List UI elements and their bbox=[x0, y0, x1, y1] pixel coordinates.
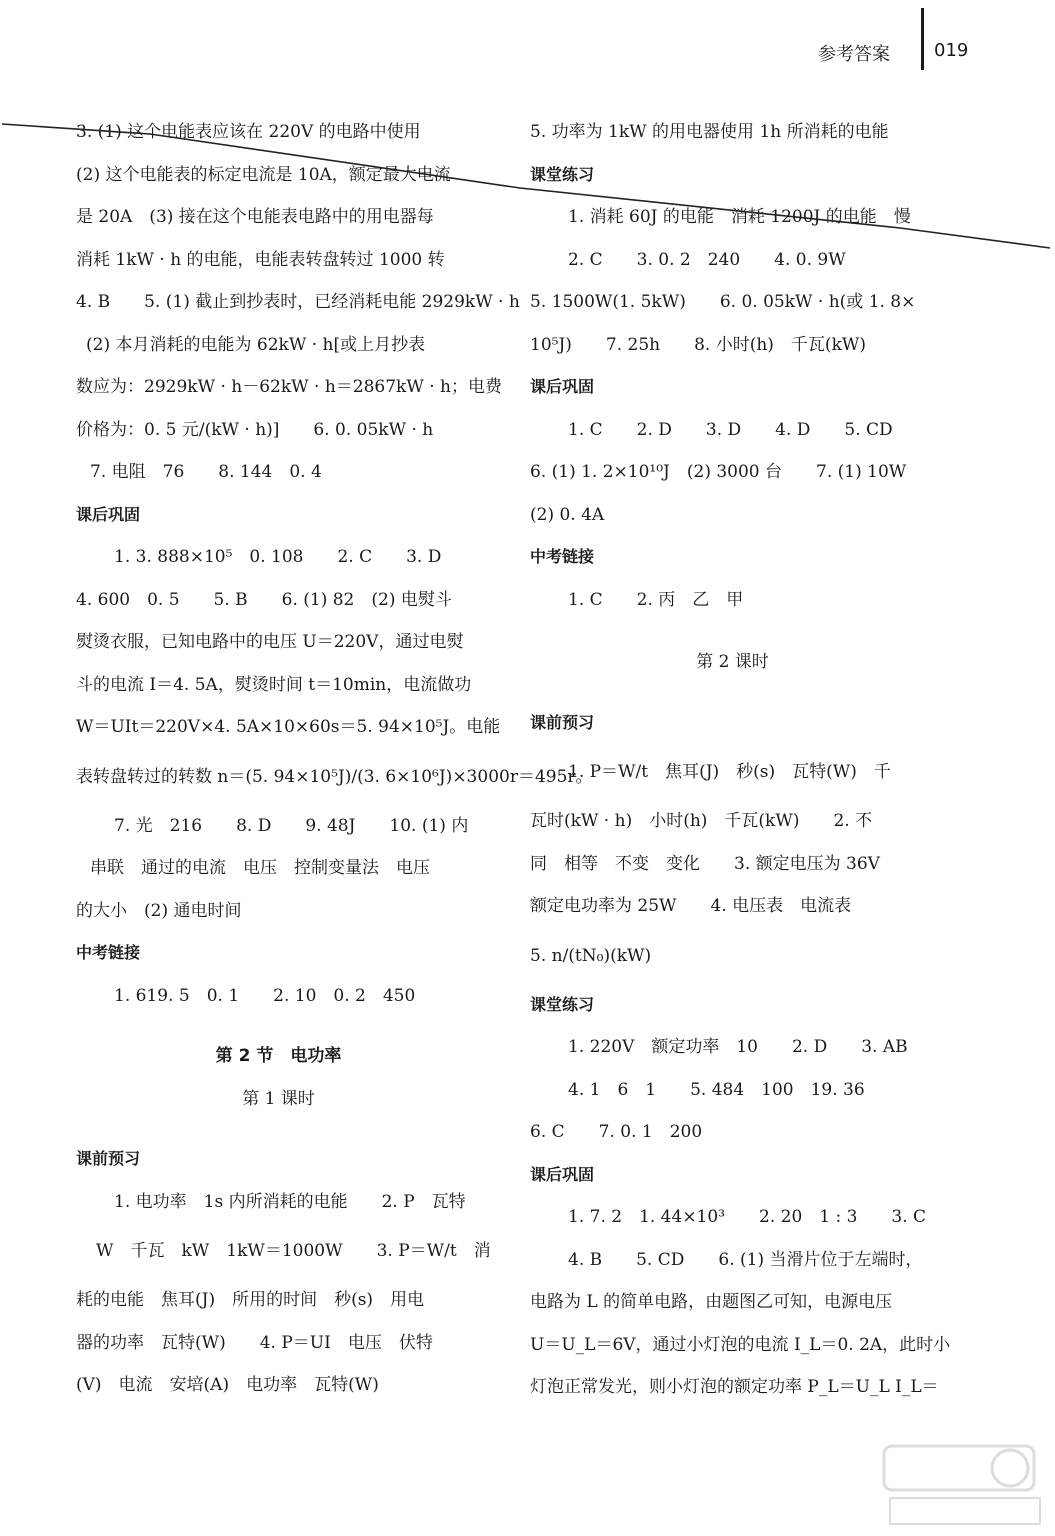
answer-line: 同 相等 不变 变化 3. 额定电压为 36V bbox=[530, 853, 880, 874]
answer-line: 1. 7. 2 1. 44×10³ 2. 20 1 : 3 3. C bbox=[568, 1207, 927, 1227]
answer-line: 串联 通过的电流 电压 控制变量法 电压 bbox=[90, 858, 430, 878]
answer-line: 1. C 2. 丙 乙 甲 bbox=[568, 589, 744, 610]
answer-line: 5. 功率为 1kW 的用电器使用 1h 所消耗的电能 bbox=[530, 122, 889, 142]
header-divider bbox=[921, 8, 924, 70]
answer-line: 电路为 L 的简单电路，由题图乙可知，电源电压 bbox=[530, 1292, 893, 1312]
section-heading-homework: 课后巩固 bbox=[76, 504, 141, 524]
answer-line: 表转盘转过的转数 n＝(5. 94×10⁵J)/(3. 6×10⁶J)×3000r＝495r。 bbox=[76, 766, 593, 787]
answer-line: 灯泡正常发光，则小灯泡的额定功率 P_L＝U_L I_L＝ bbox=[530, 1377, 939, 1397]
answer-line: W 千瓦 kW 1kW＝1000W 3. P＝W/t 消 bbox=[96, 1241, 491, 1261]
answer-line: 消耗 1kW · h 的电能，电能表转盘转过 1000 转 bbox=[76, 249, 445, 270]
answer-line: (V) 电流 安培(A) 电功率 瓦特(W) bbox=[76, 1375, 379, 1395]
answer-line: 6. C 7. 0. 1 200 bbox=[530, 1122, 703, 1142]
answer-line: (2) 本月消耗的电能为 62kW · h[或上月抄表 bbox=[86, 334, 426, 355]
answer-line: 价格为：0. 5 元/(kW · h)] 6. 0. 05kW · h bbox=[76, 419, 434, 440]
header-section-label: 参考答案 bbox=[818, 44, 890, 65]
answer-line: 10⁵J) 7. 25h 8. 小时(h) 千瓦(kW) bbox=[530, 334, 866, 355]
answer-line: (2) 0. 4A bbox=[530, 504, 605, 525]
section-title: 第 2 节 电功率 bbox=[215, 1046, 342, 1066]
answer-line: U＝U_L＝6V，通过小灯泡的电流 I_L＝0. 2A，此时小 bbox=[530, 1334, 951, 1355]
answer-line: 4. B 5. (1) 截止到抄表时，已经消耗电能 2929kW · h bbox=[76, 292, 520, 312]
answer-line: 1. P＝W/t 焦耳(J) 秒(s) 瓦特(W) 千 bbox=[568, 762, 891, 782]
answer-line: 7. 光 216 8. D 9. 48J 10. (1) 内 bbox=[114, 815, 469, 836]
answer-line: (2) 这个电能表的标定电流是 10A，额定最大电流 bbox=[76, 164, 451, 185]
answer-line: 的大小 (2) 通电时间 bbox=[76, 900, 242, 921]
answer-line: 1. C 2. D 3. D 4. D 5. CD bbox=[568, 419, 893, 440]
answer-line: 3. (1) 这个电能表应该在 220V 的电路中使用 bbox=[76, 122, 421, 142]
answer-line: 耗的电能 焦耳(J) 所用的时间 秒(s) 用电 bbox=[76, 1290, 425, 1310]
answer-line: 额定电功率为 25W 4. 电压表 电流表 bbox=[530, 896, 852, 916]
answer-line: 4. 1 6 1 5. 484 100 19. 36 bbox=[568, 1079, 865, 1100]
answer-line: 2. C 3. 0. 2 240 4. 0. 9W bbox=[568, 249, 846, 270]
answer-line: 器的功率 瓦特(W) 4. P＝UI 电压 伏特 bbox=[76, 1332, 433, 1353]
answer-line: 是 20A (3) 接在这个电能表电路中的用电器每 bbox=[76, 207, 434, 227]
section-heading-preview: 课前预习 bbox=[76, 1149, 141, 1168]
answer-line: 1. 消耗 60J 的电能 消耗 1200J 的电能 慢 bbox=[568, 207, 911, 227]
answer-line: 瓦时(kW · h) 小时(h) 千瓦(kW) 2. 不 bbox=[530, 811, 873, 831]
answer-line: 斗的电流 I＝4. 5A，熨烫时间 t＝10min，电流做功 bbox=[76, 674, 472, 695]
answer-line: 5. 1500W(1. 5kW) 6. 0. 05kW · h(或 1. 8× bbox=[530, 292, 916, 312]
section-heading-homework: 课后巩固 bbox=[530, 1164, 595, 1184]
answer-line: 6. (1) 1. 2×10¹⁰J (2) 3000 台 7. (1) 10W bbox=[530, 462, 907, 482]
answer-line: 1. 619. 5 0. 1 2. 10 0. 2 450 bbox=[114, 985, 416, 1006]
watermark-logo bbox=[880, 1440, 1050, 1530]
section-heading-exam: 中考链接 bbox=[76, 943, 141, 962]
page-number: 019 bbox=[934, 40, 969, 61]
section-heading-exam: 中考链接 bbox=[530, 547, 595, 566]
lesson-title: 第 2 课时 bbox=[696, 652, 769, 672]
lesson-title: 第 1 课时 bbox=[242, 1088, 315, 1109]
answer-line: W＝UIt＝220V×4. 5A×10×60s＝5. 94×10⁵J。电能 bbox=[76, 717, 501, 737]
answer-line: 数应为：2929kW · h－62kW · h＝2867kW · h；电费 bbox=[76, 377, 502, 397]
answer-line: 4. 600 0. 5 5. B 6. (1) 82 (2) 电熨斗 bbox=[76, 589, 452, 610]
answer-line: 熨烫衣服，已知电路中的电压 U＝220V，通过电熨 bbox=[76, 632, 464, 652]
answer-line: 1. 220V 额定功率 10 2. D 3. AB bbox=[568, 1037, 908, 1057]
section-heading-preview: 课前预习 bbox=[530, 712, 595, 732]
answer-line: 1. 电功率 1s 内所消耗的电能 2. P 瓦特 bbox=[114, 1191, 466, 1212]
answer-line: 5. n/(tN₀)(kW) bbox=[530, 945, 652, 966]
answer-line: 1. 3. 888×10⁵ 0. 108 2. C 3. D bbox=[114, 547, 442, 567]
section-heading-class: 课堂练习 bbox=[530, 994, 595, 1014]
answer-line: 7. 电阻 76 8. 144 0. 4 bbox=[90, 462, 322, 482]
right-column bbox=[530, 111, 951, 1409]
section-heading-class: 课堂练习 bbox=[530, 164, 595, 184]
section-heading-homework: 课后巩固 bbox=[530, 377, 595, 396]
answer-line: 4. B 5. CD 6. (1) 当滑片位于左端时， bbox=[568, 1249, 923, 1270]
